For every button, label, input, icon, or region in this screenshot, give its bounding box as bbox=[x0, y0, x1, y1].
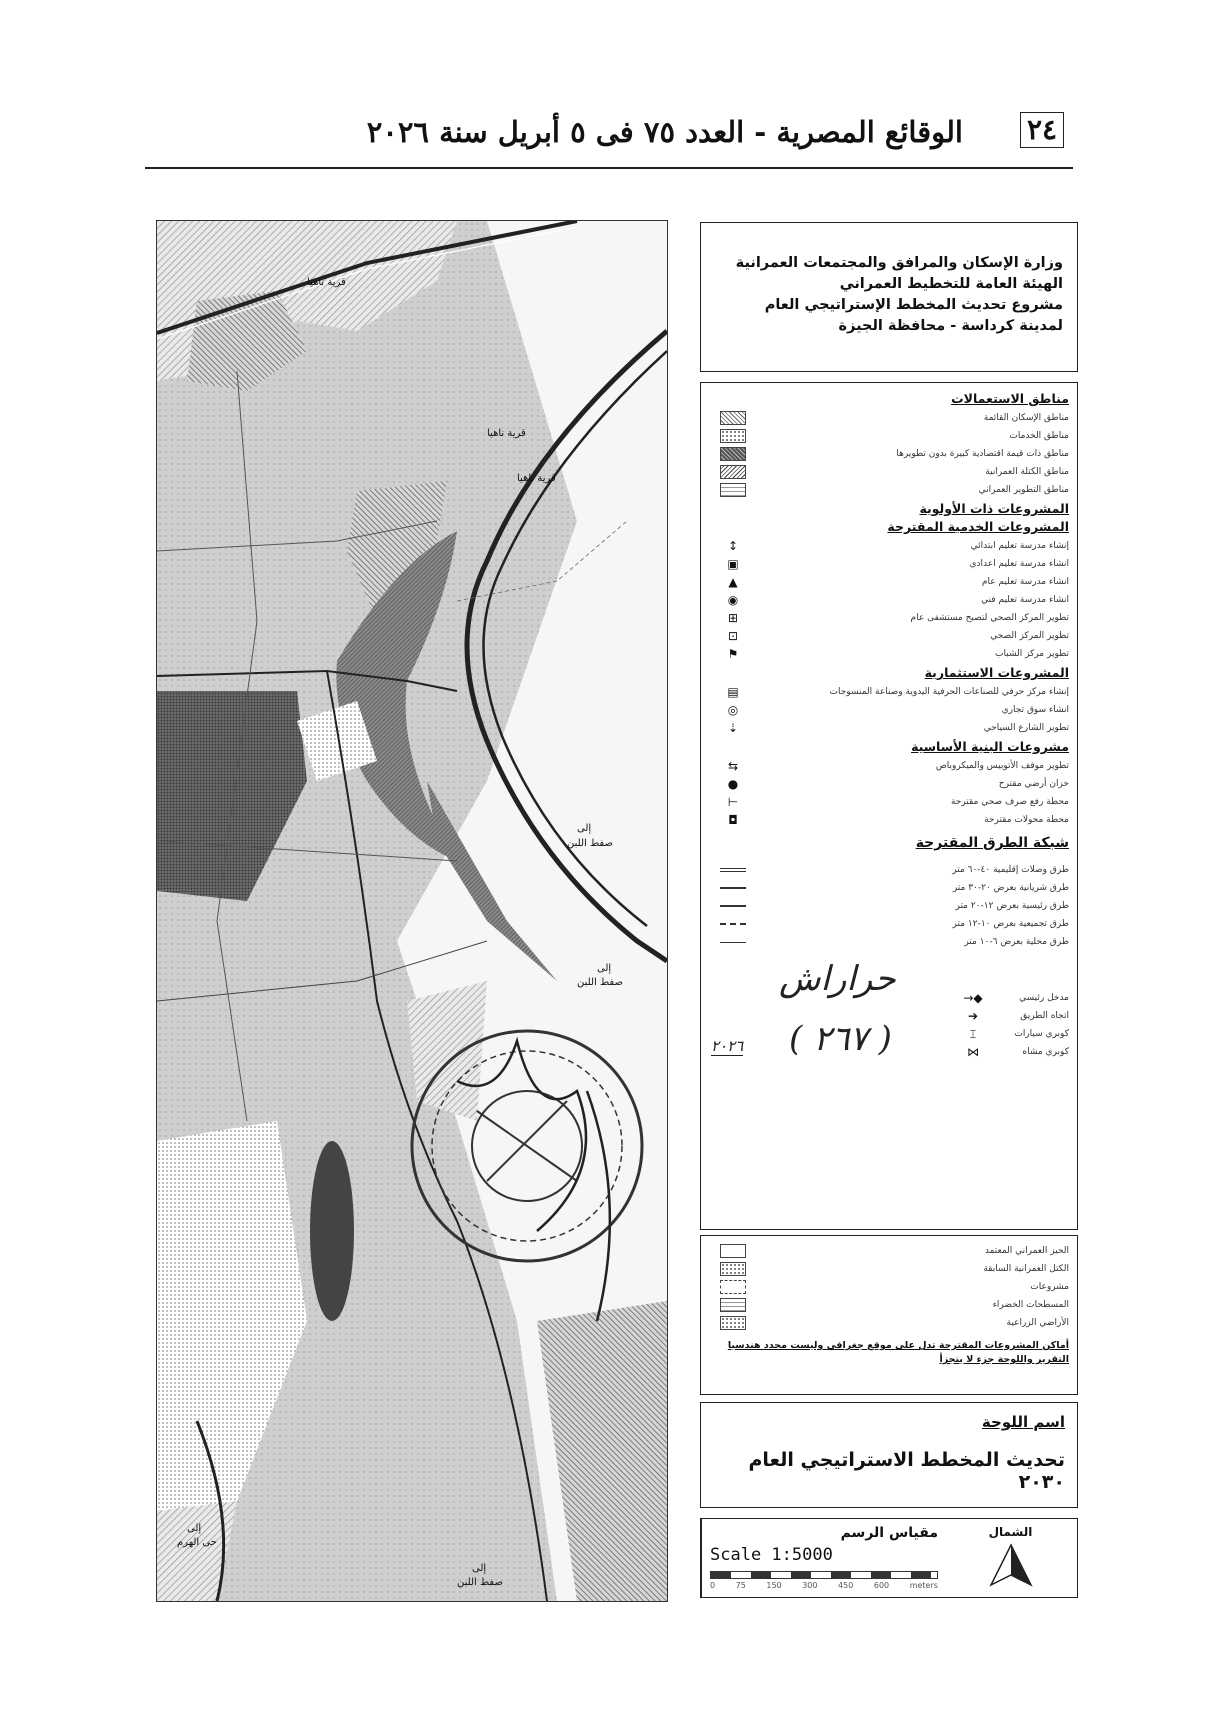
city-name: لمدينة كرداسة - محافظة الجيزة bbox=[838, 318, 1063, 334]
north-cell bbox=[944, 1519, 1077, 1597]
map-label-ila-2: إلى bbox=[597, 963, 612, 974]
legend-item: المسطحات الخضراء bbox=[709, 1296, 1069, 1314]
legend-item: ▤ إنشاء مركز حرفي للصناعات الحرفية اليدوية وصناعة المنسوجات bbox=[727, 685, 1069, 699]
legend-item: ⊞ تطوير المركز الصحي لتصبح مستشفى عام bbox=[727, 611, 1069, 625]
scale-title: مقياس الرسم bbox=[840, 1525, 938, 1541]
map-label-haram: حى الهرم bbox=[177, 1537, 217, 1548]
master-plan-map bbox=[157, 221, 667, 1601]
legend-item: ⋈ كوبري مشاه bbox=[967, 1045, 1069, 1059]
school-general-icon: ▲ bbox=[728, 575, 738, 589]
map-label-ila-1: إلى bbox=[577, 823, 592, 834]
secondary-legend-box bbox=[700, 1235, 1078, 1395]
scale-box bbox=[700, 1518, 1078, 1598]
legend-item: ◆→ مدخل رئيسي bbox=[963, 991, 1069, 1005]
scale-cell bbox=[701, 1519, 946, 1597]
car-bridge-icon: ⌶ bbox=[969, 1026, 977, 1041]
hatch-swatch bbox=[720, 411, 746, 425]
legend-item: الحيز العمراني المعتمد bbox=[709, 1242, 1069, 1260]
legend-item: مناطق الكتلة العمرانية bbox=[709, 463, 1069, 481]
legend-item: ⇣ تطوير الشارع السياحي bbox=[727, 721, 1069, 735]
legend-road-item: طرق وصلات إقليمية ٤٠-٦٠ متر bbox=[709, 861, 1069, 879]
scale-unit-tick: 450 bbox=[838, 1581, 854, 1590]
scale-text: Scale 1:5000 bbox=[710, 1545, 833, 1565]
dots-swatch bbox=[720, 429, 746, 443]
legend-item: الكتل العمرانية السابقة bbox=[709, 1260, 1069, 1278]
grid-swatch bbox=[720, 483, 746, 497]
transformer-icon: ◘ bbox=[728, 813, 738, 827]
legend-item: ▲ انشاء مدرسة تعليم عام bbox=[728, 575, 1069, 589]
road-line-swatch bbox=[720, 905, 746, 907]
grid-swatch bbox=[720, 1298, 746, 1312]
map-panel bbox=[156, 220, 668, 1602]
legend-note-1: أماكن المشروعات المقترحة تدل على موقع جغرافي وليست محدد هندسيا bbox=[727, 1340, 1069, 1351]
gazette-header-title: الوقائع المصرية - العدد ٧٥ فى ٥ أبريل سنة ٢٠٢٦ bbox=[366, 115, 963, 149]
legend-land-use-heading: مناطق الاستعمالات bbox=[951, 391, 1069, 406]
school-icon: ↕ bbox=[727, 539, 739, 553]
legend-item: مناطق الإسكان القائمة bbox=[709, 409, 1069, 427]
north-label: الشمال bbox=[988, 1525, 1033, 1539]
legend-item: ⚑ تطوير مركز الشباب bbox=[727, 647, 1069, 661]
map-label-ila-3: إلى bbox=[187, 1523, 202, 1534]
handwritten-year: ٢٠٢٦ bbox=[711, 1037, 744, 1055]
market-icon: ◎ bbox=[727, 703, 739, 717]
legend-investment-heading: المشروعات الاستثمارية bbox=[924, 665, 1069, 680]
legend-item: الأراضي الزراعية bbox=[709, 1314, 1069, 1332]
handwritten-name: حراراش bbox=[779, 959, 896, 999]
legend-item: ⌶ كوبري سيارات bbox=[969, 1026, 1069, 1041]
legend-item: مشروعات bbox=[709, 1278, 1069, 1296]
hospital-icon: ⊞ bbox=[727, 611, 739, 625]
diag-swatch bbox=[720, 465, 746, 479]
school-prep-icon: ▣ bbox=[727, 557, 739, 571]
craft-center-icon: ▤ bbox=[727, 685, 739, 699]
road-direction-icon: ➔ bbox=[967, 1009, 979, 1023]
dash-swatch bbox=[720, 1280, 746, 1294]
handwritten-number: ( ٢٦٧ ) bbox=[789, 1019, 892, 1059]
legend-item: مناطق التطوير العمراني bbox=[709, 481, 1069, 499]
authority-name: الهيئة العامة للتخطيط العمراني bbox=[839, 276, 1063, 292]
legend-item: مناطق ذات قيمة اقتصادية كبيرة بدون تطويرها bbox=[709, 445, 1069, 463]
legend-infrastructure-heading: مشروعات البنية الأساسية bbox=[911, 739, 1069, 754]
map-label-qarya-nahia-1: قرية ناهيا bbox=[307, 277, 346, 288]
north-arrow-icon bbox=[981, 1543, 1041, 1587]
health-center-icon: ⊡ bbox=[727, 629, 739, 643]
scale-unit-tick: 300 bbox=[802, 1581, 818, 1590]
scale-bar bbox=[710, 1571, 938, 1579]
sheet-name-box bbox=[700, 1402, 1078, 1508]
legend-item: ⊣ محطة رفع صرف صحي مقترحة bbox=[727, 795, 1069, 809]
map-label-saft-bottom: صفط اللبن bbox=[457, 1577, 503, 1588]
road-line-swatch bbox=[720, 923, 746, 925]
legend-item: ➔ اتجاه الطريق bbox=[967, 1009, 1069, 1023]
legend-item: ● خزان أرضي مقترح bbox=[727, 777, 1069, 791]
legend-road-item: طرق رئيسية بعرض ١٢-٢٠ متر bbox=[709, 897, 1069, 915]
legend-item: ◎ انشاء سوق تجاري bbox=[727, 703, 1069, 717]
legend-item: ↕ إنشاء مدرسة تعليم ابتدائي bbox=[727, 539, 1069, 553]
youth-center-icon: ⚑ bbox=[727, 647, 739, 661]
ministry-name: وزارة الإسكان والمرافق والمجتمعات العمرانية bbox=[735, 255, 1063, 271]
sheet-label: اسم اللوحة bbox=[981, 1413, 1065, 1431]
pump-station-icon: ⊣ bbox=[727, 795, 739, 809]
scale-unit-tick: 600 bbox=[873, 1581, 890, 1590]
map-label-qarya-nahia-3: قرية ناهيا bbox=[517, 473, 556, 484]
scale-unit-tick: 0 bbox=[710, 1581, 716, 1590]
map-label-qarya-nahia-2: قرية ناهيا bbox=[487, 428, 526, 439]
legend-road-item: طرق محلية بعرض ٦-١٠ متر bbox=[709, 933, 1069, 951]
legend-priority-heading: المشروعات ذات الأولوية bbox=[919, 501, 1069, 516]
page-number: ٢٤ bbox=[1020, 112, 1064, 148]
map-label-saft-allaban-2: صفط اللبن bbox=[577, 977, 623, 988]
main-entrance-icon: ◆→ bbox=[963, 991, 983, 1005]
dense-swatch bbox=[720, 447, 746, 461]
dots-swatch bbox=[720, 1316, 746, 1330]
water-tank-icon: ● bbox=[727, 777, 739, 791]
legend-item: ◉ انشاء مدرسة تعليم فني bbox=[727, 593, 1069, 607]
map-label-saft-allaban-1: صفط اللبن bbox=[567, 838, 613, 849]
legend-item: ▣ انشاء مدرسة تعليم اعدادي bbox=[727, 557, 1069, 571]
school-tech-icon: ◉ bbox=[727, 593, 739, 607]
legend-note-2: التقرير واللوحة جزء لا يتجزأ bbox=[939, 1354, 1069, 1365]
road-line-swatch bbox=[720, 942, 746, 943]
legend-item: ⊡ تطوير المركز الصحي bbox=[727, 629, 1069, 643]
legend-roads-heading: شبكة الطرق المقترحة bbox=[915, 835, 1069, 851]
road-line-swatch bbox=[720, 887, 746, 889]
sheet-name: تحديث المخطط الاستراتيجي العام ٢٠٣٠ bbox=[748, 1449, 1065, 1493]
legend-item: ⇆ تطوير موقف الأتوبيس والميكروباص bbox=[727, 759, 1069, 773]
pedestrian-bridge-icon: ⋈ bbox=[967, 1045, 979, 1059]
scale-unit-tick: 150 bbox=[766, 1581, 782, 1590]
road-line-swatch bbox=[720, 868, 746, 872]
scale-units bbox=[710, 1581, 938, 1590]
legend-road-item: طرق شريانية بعرض ٢٠-٣٠ متر bbox=[709, 879, 1069, 897]
bus-stop-icon: ⇆ bbox=[727, 759, 739, 773]
header-rule bbox=[145, 167, 1073, 169]
scale-unit-label: meters bbox=[909, 1581, 938, 1590]
legend-item: ◘ محطة محولات مقترحة bbox=[728, 813, 1069, 827]
map-label-ila-4: إلى bbox=[472, 1563, 487, 1574]
scale-unit-tick: 75 bbox=[735, 1581, 746, 1590]
boundary-swatch bbox=[720, 1244, 746, 1258]
project-name: مشروع تحديث المخطط الإستراتيجي العام bbox=[764, 297, 1063, 313]
tourist-street-icon: ⇣ bbox=[727, 721, 739, 735]
legend-services-heading: المشروعات الخدمية المقترحة bbox=[887, 519, 1069, 534]
dots-swatch bbox=[720, 1262, 746, 1276]
legend-road-item: طرق تجميعية بعرض ١٠-١٢ متر bbox=[709, 915, 1069, 933]
title-box bbox=[700, 222, 1078, 372]
legend-item: مناطق الخدمات bbox=[709, 427, 1069, 445]
legend-box bbox=[700, 382, 1078, 1230]
